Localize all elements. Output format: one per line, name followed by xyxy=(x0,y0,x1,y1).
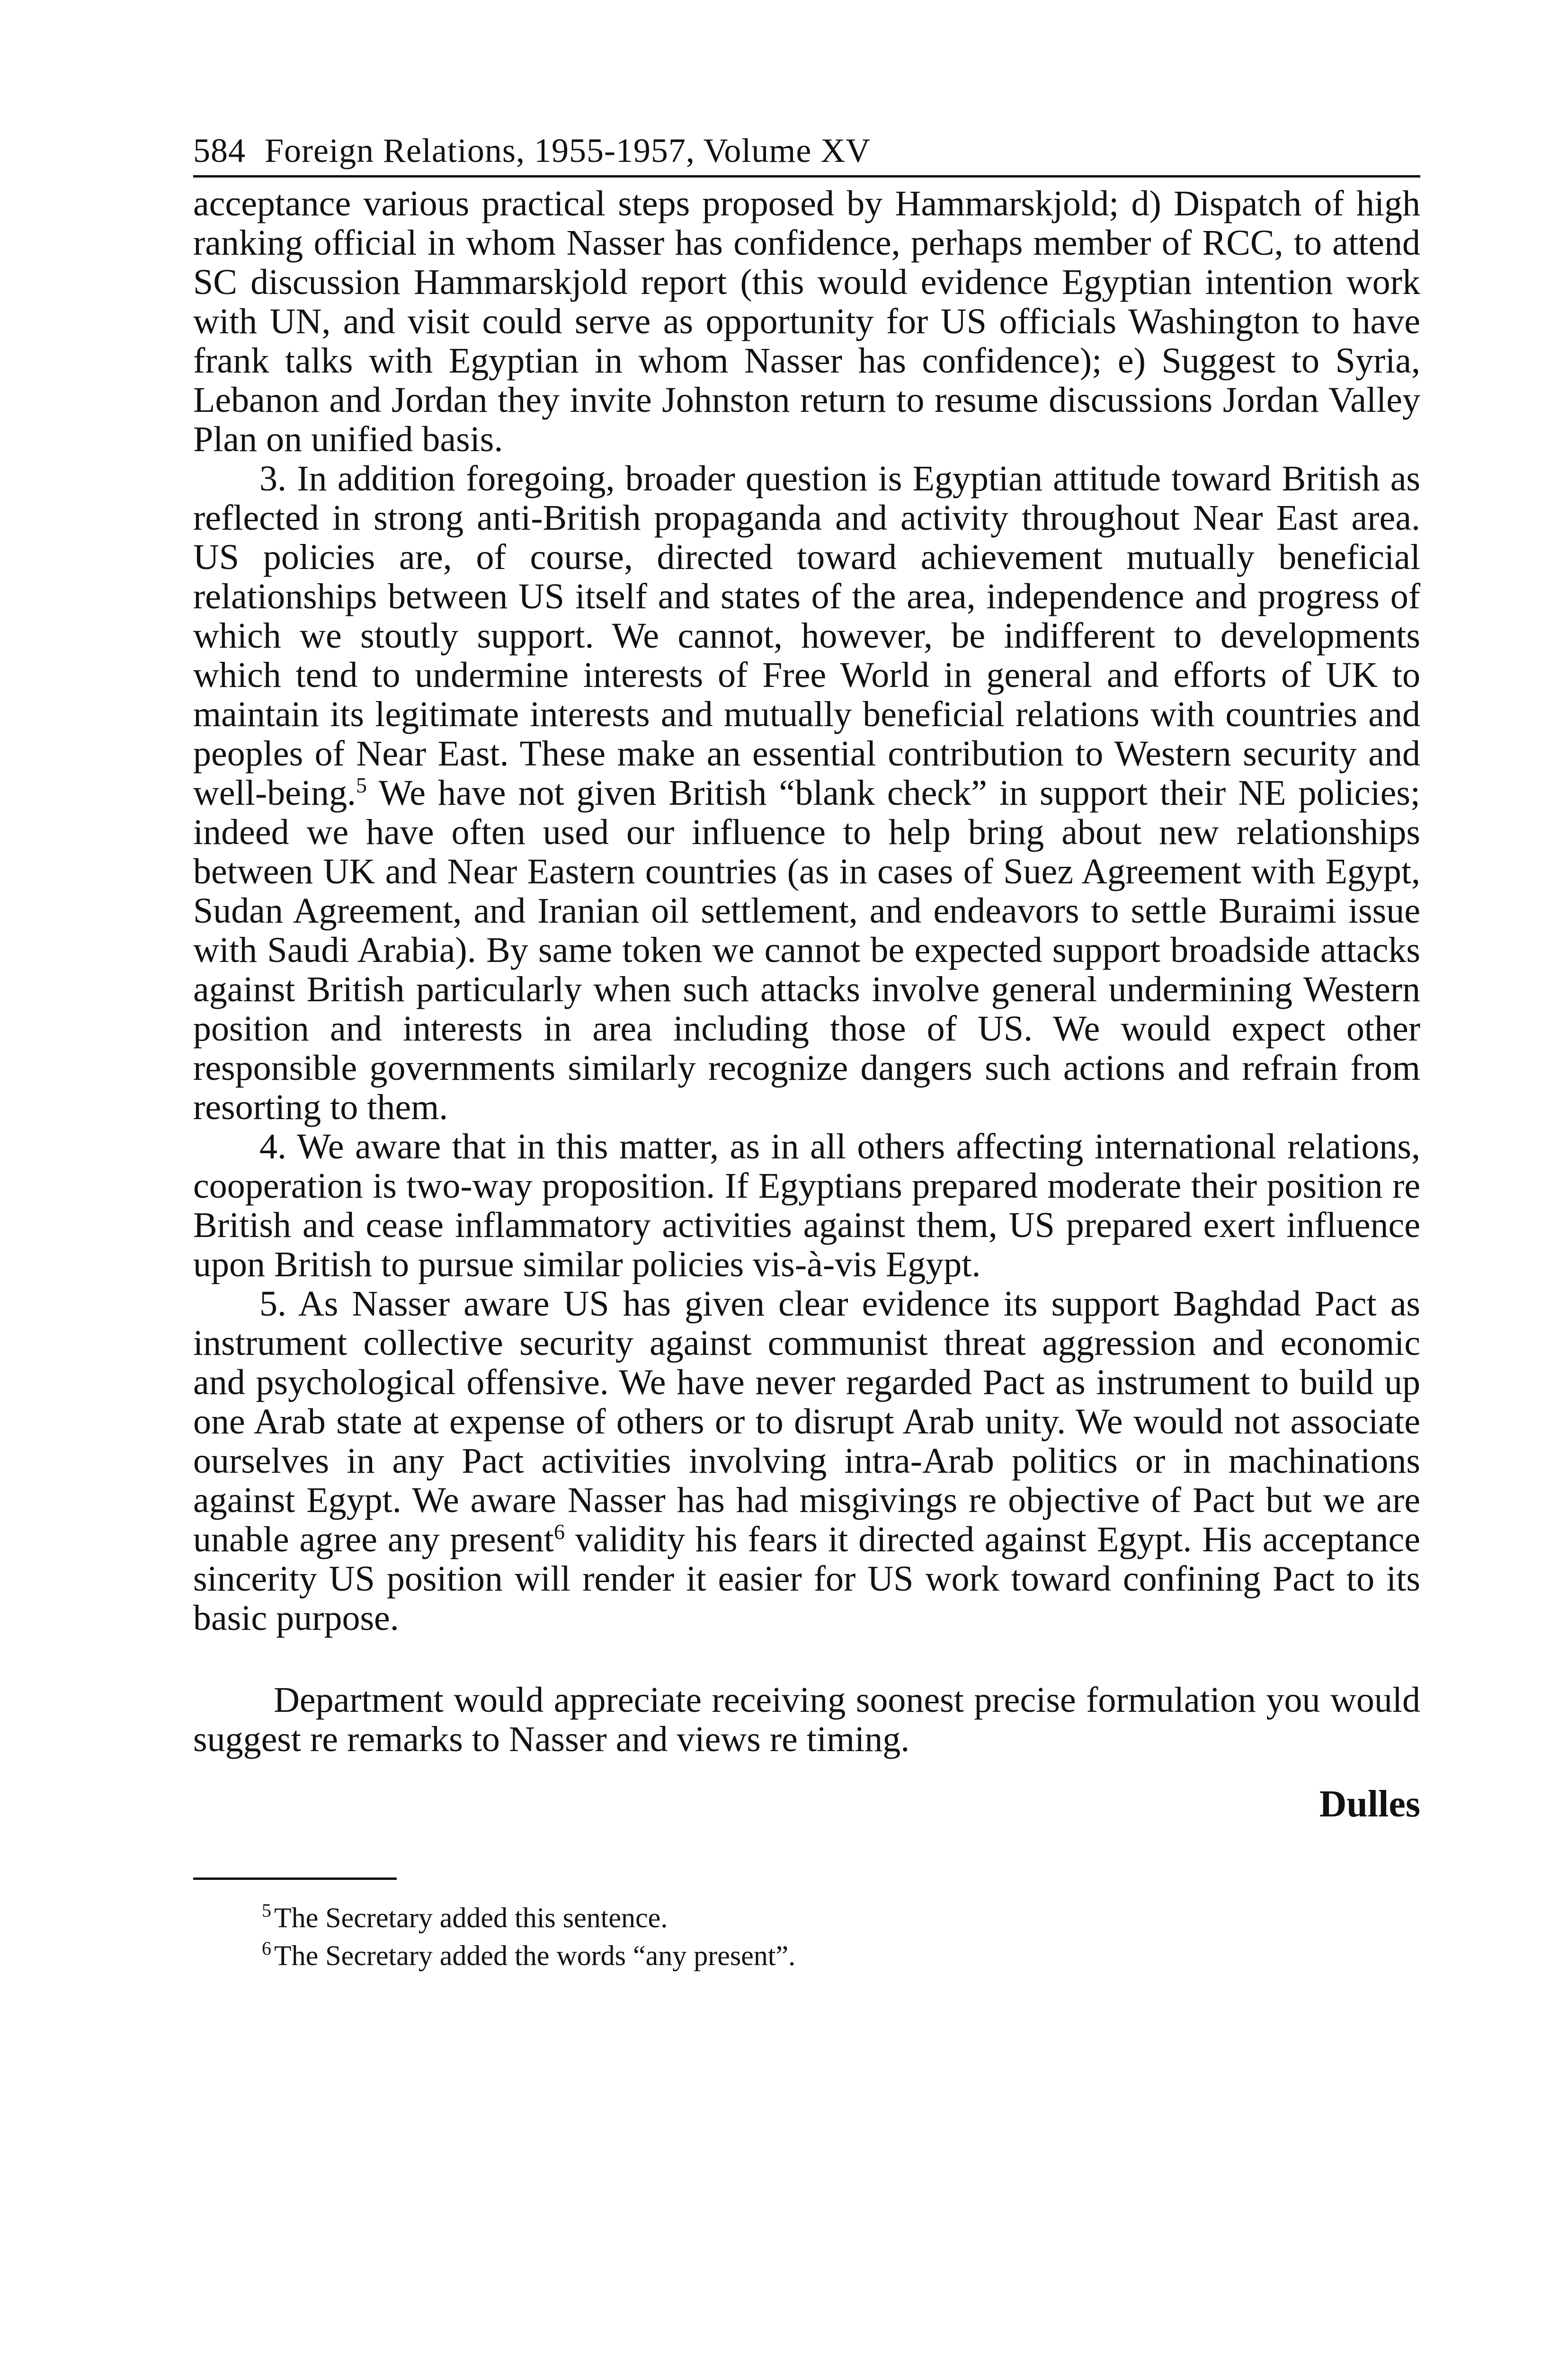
footnote-marker: 5 xyxy=(262,1900,271,1921)
footnote-text: The Secretary added this sentence. xyxy=(274,1902,668,1933)
paragraph-5-part-1: 5. As Nasser aware US has given clear evidence its support Baghdad Pact as instrument collective security against communist threat aggression and economic and psychological offensive. We have never regarded Pact as instrument to build up one Arab state at expense of others or to disrupt Arab unity. We would not associate ourselves in any Pact activities involving intra-Arab politics or in machinations against Egypt. We aware Nasser has had misgivings re objective of Pact but we are unable agree any present xyxy=(193,1284,1420,1559)
paragraph-5-part-2: validity his fears it directed against Egypt. His acceptance sincerity US position will render it easier for US work toward confining Pact to its basic purpose. xyxy=(193,1520,1420,1638)
paragraph-3-part-2: We have not given British “blank check” in support their NE policies; indeed we have often used our influence to help bring about new relationships between UK and Near Eastern countries (as in cases of Suez Agreement with Egypt, Sudan Agreement, and Iranian oil settlement, and endeavors to settle Buraimi issue with Saudi Arabia). By same token we cannot be expected support broadside attacks against British particularly when such attacks involve general undermining Western position and interests in area including those of US. We would expect other responsible governments similarly recognize dangers such actions and refrain from resorting to them. xyxy=(193,773,1420,1127)
footnote-text: The Secretary added the words “any present”. xyxy=(274,1940,796,1971)
running-head xyxy=(193,128,1420,178)
paragraph-3 xyxy=(193,459,1420,1127)
page-number: 584 xyxy=(193,132,246,169)
paragraph-3-part-1: 3. In addition foregoing, broader question is Egyptian attitude toward British as reflected in strong anti-British propaganda and activity throughout Near East area. US policies are, of course, directed toward achievement mutually beneficial relationships between US itself and states of the area, independence and progress of which we stoutly support. We cannot, however, be indifferent to developments which tend to undermine interests of Free World in general and efforts of UK to maintain its legitimate interests and mutually beneficial relations with countries and peoples of Near East. These make an essential contribution to Western security and well-being. xyxy=(193,459,1420,813)
paragraph-continued: acceptance various practical steps proposed by Hammarskjold; d) Dispatch of high ranking official in whom Nasser has confidence, perhaps member of RCC, to attend SC discussion Hammarskjold report (this would evidence Egyptian intention work with UN, and visit could serve as opportunity for US officials Washington to have frank talks with Egyptian in whom Nasser has confidence); e) Suggest to Syria, Lebanon and Jordan they invite Johnston return to resume discussions Jordan Valley Plan on unified basis. xyxy=(193,184,1420,459)
footnote-divider xyxy=(193,1878,397,1880)
footnote-reference-5: 5 xyxy=(356,773,367,797)
footnote-6 xyxy=(262,1937,1420,1975)
footnotes xyxy=(193,1899,1420,1975)
footnote-marker: 6 xyxy=(262,1938,271,1959)
footnote-reference-6: 6 xyxy=(553,1520,565,1544)
document-page xyxy=(193,128,1420,1975)
paragraph-5 xyxy=(193,1284,1420,1638)
signature: Dulles xyxy=(1319,1783,1420,1825)
closing-paragraph: Department would appreciate receiving soonest precise formulation you would suggest re remarks to Nasser and views re timing. xyxy=(193,1680,1420,1759)
document-body xyxy=(193,184,1420,1825)
footnote-5 xyxy=(262,1899,1420,1937)
running-title: Foreign Relations, 1955-1957, Volume XV xyxy=(265,132,871,169)
paragraph-4: 4. We aware that in this matter, as in all others affecting international relations, cooperation is two-way proposition. If Egyptians prepared moderate their position re British and cease inflammatory activities against them, US prepared exert influence upon British to pursue similar policies vis-à-vis Egypt. xyxy=(193,1127,1420,1284)
